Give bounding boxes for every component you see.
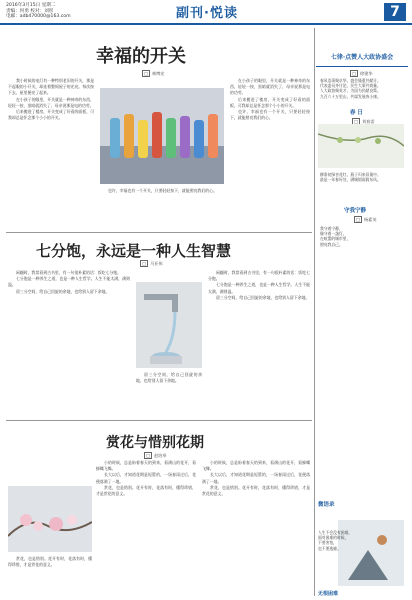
poem-line: 九百六十万里山，共谋发展奔小康。 <box>320 93 381 99</box>
article-2-col-2 <box>136 372 202 384</box>
article-3-paragraph: 赏花，也是惜别。花开有时，花落有时，懂得珍惜，才是赏花的意义。 <box>202 484 310 497</box>
photo-blossoms <box>8 486 92 552</box>
article-1-paragraph: 在小孩子的眼里，开关就是一种神奇的东西，轻轻一按，黑暗就消失了，母亲说那是电的功劳。 <box>8 96 94 108</box>
poem-line: 在喧嚣的城市里， <box>320 236 351 242</box>
photo-spring-branch <box>318 124 404 168</box>
article-1-paragraph: 我小时候的电灯有一种特别老旧的开关，那是不起眼的小开关，却连着整间屋子的光亮。每次按下去，屋里便亮了起来。 <box>8 78 94 96</box>
article-1-paragraph: 后来搬进了楼房，开关变成了好看的面板，可我却总是怀念那个小小的开关。 <box>230 96 310 108</box>
article-2-paragraph: 七分饱是一种养生之道，也是一种人生哲学。人生不能太满，满则溢。 <box>8 276 130 288</box>
article-3-col-photo-caption <box>8 556 92 568</box>
section-divider <box>6 232 312 233</box>
article-3-paragraph: 小的时候，总是盼着春天的到来，看满山的花开，看蜂蝶飞舞。 <box>96 460 196 472</box>
sidebar-header: 七律·点赞人大政协盛会 <box>330 54 394 61</box>
article-3-author: 赵培举 <box>153 453 167 458</box>
article-1-col-3 <box>230 78 310 121</box>
article-3-paragraph: 赏花，也是惜别。花开有时，花落有时，懂得珍惜，才是赏花的意义。 <box>96 484 196 497</box>
sidebar-sub-title-1: 春 日 <box>350 110 363 116</box>
poem-line: 也不要逃避。 <box>318 545 341 551</box>
sidebar-sub-title-3: 微语录 <box>318 502 335 508</box>
article-3-paragraph: 小的时候，总是盼着春天的到来，看满山的花开，看蜂蝶飞舞。 <box>202 460 310 472</box>
sidebar-rule <box>316 66 408 67</box>
masthead <box>0 0 412 22</box>
article-3-title: 赏花与惜别花期 <box>106 435 204 451</box>
sidebar-sub-author-2: 杨素英 <box>363 217 377 222</box>
date-line: 2016年3月15日 星期二 <box>6 3 56 8</box>
article-3-paragraph: 赏花，也是惜别。花开有时，花落有时，懂得珍惜，才是赏花的意义。 <box>8 556 92 568</box>
sidebar-sub-byline-2: □ 杨素英 <box>356 217 377 222</box>
sidebar-sub-title-4: 无根困难 <box>318 591 339 597</box>
article-1-paragraph: 后来搬进了楼房，开关变成了好看的面板，可我却总是怀念那个小小的开关。 <box>8 109 94 121</box>
poem-line: 最是一年春好处，满城烟雨润东风。 <box>320 177 381 183</box>
sidebar-poem-4 <box>318 530 352 551</box>
masthead-rule <box>0 23 412 25</box>
poem-line: 照亮我自己。 <box>320 241 343 247</box>
article-2-paragraph: 留三分空间，给自己回旋的余地，也给别人留下余地。 <box>16 288 110 294</box>
article-1-paragraph: 也许，幸福也有一个开关，只要轻轻按下，就能照亮我们的心。 <box>108 188 217 193</box>
article-3-col-2 <box>202 460 310 497</box>
email-line: 电邮：adb470000@163.com <box>6 14 71 20</box>
photo-faucet <box>136 282 202 368</box>
poem-line: 不要害怕， <box>318 540 337 546</box>
article-2-paragraph: 闲翻时，我常看到古书里，有一句很朴素的话：饭吃七分饱。 <box>16 270 122 275</box>
poem-line: 代表委员齐讨论，民生大事共商量。 <box>320 83 381 89</box>
article-3-col-1 <box>96 460 196 497</box>
article-2-col-1 <box>8 270 130 295</box>
article-1-title: 幸福的开关 <box>96 46 186 67</box>
poem-line: 我守着宁静， <box>320 226 343 231</box>
masthead-date <box>6 3 71 20</box>
article-2-paragraph: 闲翻时，我常看到古书里，有一句很朴素的话：饭吃七分饱。 <box>208 270 310 282</box>
sidebar-header-author: 徐建华 <box>359 71 373 76</box>
poem-line: 像守着一盏灯， <box>320 231 347 237</box>
poem-line: 人生不会没有困难， <box>318 530 353 535</box>
sidebar-sub-title-2: 守我宁静 <box>344 208 367 214</box>
article-3-paragraph: 长大以后，才知道花期是短暂的，一场春雨过后，花便落满了一地。 <box>202 472 310 484</box>
article-1-author: 林博宏 <box>151 71 165 76</box>
sidebar-poem-2 <box>320 172 381 182</box>
article-1-col-2 <box>100 188 224 194</box>
article-2-author: 马亚伟 <box>149 261 163 266</box>
section-title: 副刊·悦读 <box>176 6 238 21</box>
article-2-paragraph: 留三分空间，给自己回旋的余地，也给别人留下余地。 <box>216 294 310 300</box>
sidebar-poem-1 <box>320 78 381 99</box>
article-2-col-3 <box>208 270 310 301</box>
sidebar-sub-author-1: 刘春雷 <box>361 119 375 124</box>
article-2-paragraph: 七分饱是一种养生之道，也是一种人生哲学。人生不能太满，满则溢。 <box>208 282 310 294</box>
article-1-col-1 <box>8 78 94 121</box>
editor-line: 责编：何勇 校对：刘彤 <box>6 8 54 14</box>
photo-bottles <box>100 88 224 184</box>
poem-line: 人大政协聚英才，为国为民献良策。 <box>320 88 381 94</box>
article-1-paragraph: 也许，幸福也有一个开关，只要轻轻按下，就能照亮我们的心。 <box>230 109 310 121</box>
article-2-byline: □ 马亚伟 <box>142 261 163 266</box>
article-3-byline: □ 赵培举 <box>146 453 167 458</box>
article-2-paragraph: 留三分空间，给自己回旋的余地，也给别人留下余地。 <box>136 372 202 384</box>
article-2-title: 七分饱，永远是一种人生智慧 <box>36 242 232 260</box>
poem-line: 春风浩荡聚京华，盛会隆重共献计。 <box>320 78 381 83</box>
article-1-paragraph: 在小孩子的眼里，开关就是一种神奇的东西，轻轻一按，黑暗就消失了，母亲说那是电的功劳。 <box>230 78 310 96</box>
poem-line: 柳条初绿杏花红，燕子归来旧巢中。 <box>320 172 381 177</box>
article-3-paragraph: 长大以后，才知道花期是短暂的，一场春雨过后，花便落满了一地。 <box>96 472 196 484</box>
article-1-byline: □ 林博宏 <box>144 71 165 76</box>
section-divider <box>6 420 312 421</box>
column-divider <box>314 28 315 596</box>
poem-line: 面对困难的时候， <box>318 535 349 541</box>
page-number: 7 <box>384 3 406 21</box>
sidebar-header-byline: □ 徐建华 <box>352 71 373 76</box>
sidebar-poem-3 <box>320 226 350 247</box>
sidebar-sub-byline-1: □ 刘春雷 <box>354 119 375 124</box>
